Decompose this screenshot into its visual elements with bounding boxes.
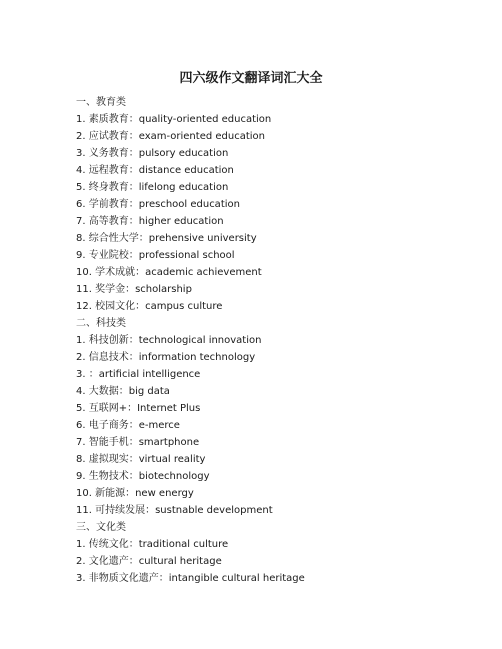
list-item: 12. 校园文化：campus culture	[76, 301, 223, 312]
document-title: 四六级作文翻译词汇大全	[179, 71, 323, 86]
section-heading-education: 一、教育类	[76, 97, 126, 108]
list-item: 3. 非物质文化遗产：intangible cultural heritage	[76, 573, 305, 584]
list-item: 2. 信息技术：information technology	[76, 352, 256, 363]
list-item: 3. 义务教育：pulsory education	[76, 148, 229, 159]
list-item: 8. 综合性大学：prehensive university	[76, 233, 257, 244]
list-item: 5. 互联网+：Internet Plus	[76, 403, 201, 414]
list-item: 2. 应试教育：exam-oriented education	[76, 131, 265, 142]
list-item: 1. 传统文化：traditional culture	[76, 539, 229, 550]
list-item: 10. 新能源：new energy	[76, 488, 194, 499]
list-item: 5. 终身教育：lifelong education	[76, 182, 229, 193]
list-item: 11. 奖学金：scholarship	[76, 284, 192, 295]
document-body	[76, 94, 476, 587]
section-heading-culture: 三、文化类	[76, 522, 126, 533]
list-item: 1. 素质教育：quality-oriented education	[76, 114, 272, 125]
list-item: 7. 高等教育：higher education	[76, 216, 224, 227]
list-item: 6. 电子商务：e-merce	[76, 420, 180, 431]
list-item: 6. 学前教育：preschool education	[76, 199, 240, 210]
list-item: 1. 科技创新：technological innovation	[76, 335, 262, 346]
list-item: 9. 生物技术：biotechnology	[76, 471, 210, 482]
list-item: 11. 可持续发展：sustnable development	[76, 505, 273, 516]
list-item: 2. 文化遗产：cultural heritage	[76, 556, 222, 567]
list-item: 4. 远程教育：distance education	[76, 165, 234, 176]
list-item: 9. 专业院校：professional school	[76, 250, 235, 261]
list-item: 4. 大数据：big data	[76, 386, 170, 397]
list-item: 3. ：artificial intelligence	[76, 369, 201, 380]
list-item: 7. 智能手机：smartphone	[76, 437, 200, 448]
list-item: 8. 虚拟现实：virtual reality	[76, 454, 206, 465]
section-heading-technology: 二、科技类	[76, 318, 126, 329]
list-item: 10. 学术成就：academic achievement	[76, 267, 262, 278]
